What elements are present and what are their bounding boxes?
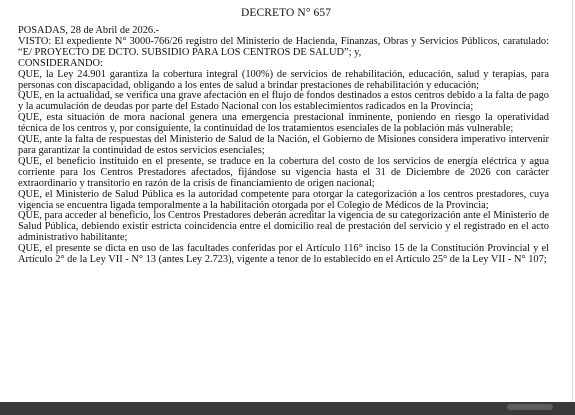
clause-paragraph: QUE, para acceder al beneficio, los Centros Prestadores deberán acreditar la vigencia de su categorización ante el Ministerio de Salud Pública, debiendo existir estricta coincidencia entre el domicilio real de prestación del servicio y el registrado en el acto administrativo habilitante; xyxy=(18,210,549,244)
bottom-dark-strip xyxy=(0,402,575,415)
clause-paragraph: QUE, el presente se dicta en uso de las facultades conferidas por el Artículo 116° inciso 15 de la Constitución Provincial y el Artículo 2° de la Ley VII - N° 13 (antes Ley 2.723), vigente a tenor de lo establecido en el Artículo 25° de la Ley VII - N° 107; xyxy=(18,243,549,266)
visto-paragraph: VISTO: El expediente N° 3000-766/26 registro del Ministerio de Hacienda, Finanzas, Obras y Servicios Públicos, caratulado: “E/ PROYECTO DE DCTO. SUBSIDIO PARA LOS CENTROS DE SALUD”; y, xyxy=(18,35,549,58)
clause-paragraph: QUE, el Ministerio de Salud Pública es la autoridad competente para otorgar la categorización a los centros prestadores, cuya vigencia se encuentra ligada temporalmente a la habilitación otorgada por el Colegio de Médicos de la Provincia; xyxy=(18,188,549,211)
clause-paragraph: QUE, esta situación de mora nacional genera una emergencia prestacional inminente, poniendo en riesgo la operatividad técnica de los centros y, por consiguiente, la continuidad de los tratamientos esenciales de la población más vulnerable; xyxy=(18,112,549,135)
considerando-heading: CONSIDERANDO: xyxy=(18,57,103,69)
clause-paragraph: QUE, el beneficio instituido en el presente, se traduce en la cobertura del costo de los servicios de energía eléctrica y agua corriente para los Centros Prestadores afectados, fijándose su vigencia hasta el 31 de Diciembre de 2026 con carácter extraordinario y transitorio en razón de la crisis de financiamiento de origen nacional; xyxy=(18,155,549,189)
clause-paragraph: QUE, en la actualidad, se verifica una grave afectación en el flujo de fondos destinados a estos centros debido a la falta de pago y la acumulación de deudas por parte del Estado Nacional con los establecimientos radicados en la Provincia; xyxy=(18,90,549,113)
place-date: POSADAS, 28 de Abril de 2026.- xyxy=(18,25,160,36)
clause-paragraph: QUE, ante la falta de respuestas del Ministerio de Salud de la Nación, el Gobierno de Misiones considera imperativo intervenir para garantizar la continuidad de estos servicios esenciales; xyxy=(18,134,549,156)
blurred-text-smudge xyxy=(507,404,553,410)
decree-title: DECRETO N° 657 xyxy=(240,7,332,19)
decree-body xyxy=(18,26,549,266)
clause-paragraph: QUE, la Ley 24.901 garantiza la cobertura integral (100%) de servicios de rehabilitación, educación, salud y terapias, para personas con discapacidad, obligando a los entes de salud a brindar prestaciones de rehabilitación y educación; xyxy=(18,68,549,91)
page-edge-divider xyxy=(572,0,573,402)
